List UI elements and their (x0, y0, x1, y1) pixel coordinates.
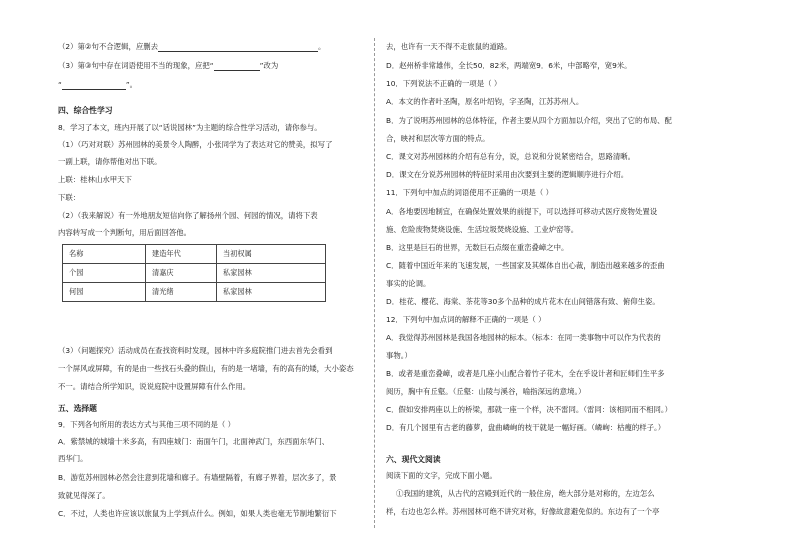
option-9b-cont: 致就见得深了。 (58, 491, 110, 500)
option-9b: B．游览苏州园林必然会注意到花墙和廊子。有墙壁隔着，有廊子界着，层次多了，景 (58, 473, 337, 482)
answer-blank[interactable] (214, 62, 260, 71)
question-7-3-cont: “ ”。 (58, 80, 138, 89)
column-divider (374, 38, 375, 528)
question-8-3-cont: 不一。请结合所学知识，说说庭院中设置屏障有什么作用。 (58, 382, 251, 391)
reading-paragraph: ①我国的建筑，从古代的宫殿到近代的一般住房，绝大部分是对称的，左边怎么 (396, 489, 655, 498)
question-8-3-cont: 一个屏风或屏障，有的是由一些找石头叠的假山，有的是一堵墙，有的高有的矮，大小姿态 (58, 364, 354, 373)
option-9a-cont: 西华门。 (58, 454, 88, 463)
question-8-2: （2）（我来解说）有一外地朋友短信向你了解扬州个园、何园的情况，请将下表 (58, 211, 318, 220)
reading-instruction: 阅读下面的文字，完成下面小题。 (386, 471, 497, 480)
question-11: 11．下列句中加点的词语使用不正确的一项是（ ） (386, 188, 553, 197)
table-cell: 私家园林 (217, 283, 326, 302)
table-cell: 个园 (63, 264, 146, 283)
lower-couplet-prompt: 下联： (58, 193, 81, 202)
question-8-1: （1）（巧对对联）苏州园林的美景令人陶醉，小张同学为了表达对它的赞美，拟写了 (58, 140, 333, 149)
table-cell: 何园 (63, 283, 146, 302)
question-10: 10．下列说法不正确的一项是（ ） (386, 79, 502, 88)
answer-blank[interactable] (158, 43, 318, 52)
option-11a: A．各地要因地制宜，在确保处置效果的前提下，可以选择可移动式医疗废物处置设 (386, 207, 658, 216)
table-cell: 私家园林 (217, 264, 326, 283)
table-row (63, 264, 326, 283)
table-cell: 清嘉庆 (146, 264, 217, 283)
answer-blank[interactable] (62, 81, 126, 90)
question-8: 8．学习了本文，班内开展了以“话说园林”为主题的综合性学习活动，请你参与。 (58, 123, 322, 132)
upper-couplet: 上联：桂林山水甲天下 (58, 175, 132, 184)
table-header-cell: 建造年代 (146, 245, 217, 264)
table-cell: 清光绪 (146, 283, 217, 302)
question-8-2-cont: 内容转写成一个判断句，用后面回答他。 (58, 228, 192, 237)
table-header-cell: 当初权属 (217, 245, 326, 264)
question-8-1-cont: 一副上联，请你帮他对出下联。 (58, 157, 162, 166)
section-4-title: 四、综合性学习 (58, 106, 113, 115)
section-5-title: 五、选择题 (58, 404, 97, 413)
option-11c-cont: 事实的论调。 (386, 279, 431, 288)
option-12c: C．假如安排两座以上的桥梁，那就一座一个样，决不雷同。（雷同：该相同而不相同。） (386, 405, 672, 414)
garden-table (62, 244, 326, 302)
option-12a-cont: 事物。） (386, 351, 412, 360)
table-header-cell: 名称 (63, 245, 146, 264)
table-header-row (63, 245, 326, 264)
option-11b: B．这里是巨石的世界，无数巨石点缀在重峦叠嶂之中。 (386, 243, 569, 252)
question-7-3: （3）第③句中存在词语使用不当的现象，应把“ ”改为 (58, 61, 279, 70)
table-row (63, 283, 326, 302)
option-9d: D．赵州桥非常雄伟，全长50．82米，两端宽9．6米，中部略窄，宽9米。 (386, 61, 632, 70)
option-12b-cont: 阅历，胸中有丘壑。（丘壑：山陵与溪谷，喻指深远的意境。） (386, 387, 586, 396)
question-9: 9．下列各句所用的表达方式与其他三项不同的是（ ） (58, 420, 236, 429)
option-9a: A．紫禁城的城墙十米多高，有四座城门：南面午门，北面神武门，东西面东华门、 (58, 437, 330, 446)
option-10a: A．本文的作者叶圣陶，原名叶绍钧，字圣陶，江苏苏州人。 (386, 97, 584, 106)
question-8-3: （3）（问题探究）活动成员在查找资料时发现，园林中许多庭院推门进去首先会看到 (58, 346, 333, 355)
option-12d: D．有几个园里有古老的藤萝，盘曲嶙峋的枝干就是一幅好画。（嶙峋：枯瘦的样子。） (386, 423, 666, 432)
option-10d: D．课文在分说苏州园林的特征时采用由次要到主要的逻辑顺序进行介绍。 (386, 170, 629, 179)
option-9c: C．不过，人类也许应该以旅鼠为上学到点什么。例如，如果人类也毫无节制地繁衍下 (58, 509, 337, 518)
option-12a: A．我觉得苏州园林是我国各地园林的标本。（标本：在同一类事物中可以作为代表的 (386, 333, 661, 342)
option-11d: D．桂花、樱花、海棠、茶花等30多个品种的成片花木在山间错落有致、俯仰生姿。 (386, 297, 660, 306)
option-10b-cont: 合，映衬和层次等方面的特点。 (386, 134, 490, 143)
option-10c: C．课文对苏州园林的介绍有总有分，说，总说和分说紧密结合，思路清晰。 (386, 152, 636, 161)
option-12b: B．或者是重峦叠嶂，或者是几座小山配合着竹子花木，全在乎设计者和匠师们生平多 (386, 369, 665, 378)
question-12: 12．下列句中加点词的解释不正确的一项是（ ） (386, 315, 546, 324)
option-10b: B．为了说明苏州园林的总体特征，作者主要从四个方面加以介绍，突出了它的布局、配 (386, 116, 672, 125)
section-6-title: 六、现代文阅读 (386, 455, 441, 464)
reading-paragraph-cont: 样，右边也怎么样。苏州园林可绝不讲究对称，好像故意避免似的。东边有了一个亭 (386, 507, 660, 516)
question-7-2: （2）第②句不合逻辑，应删去 。 (58, 42, 326, 51)
option-11c: C．随着中国近年来的飞速发展，一些国家及其媒体自出心裁，制造出越来越多的歪曲 (386, 261, 665, 270)
option-11a-cont: 施、危险废物焚烧设施、生活垃圾焚烧设施、工业炉窑等。 (386, 225, 579, 234)
option-9c-cont: 去，也许有一天不得不走旅鼠的道路。 (386, 42, 512, 51)
